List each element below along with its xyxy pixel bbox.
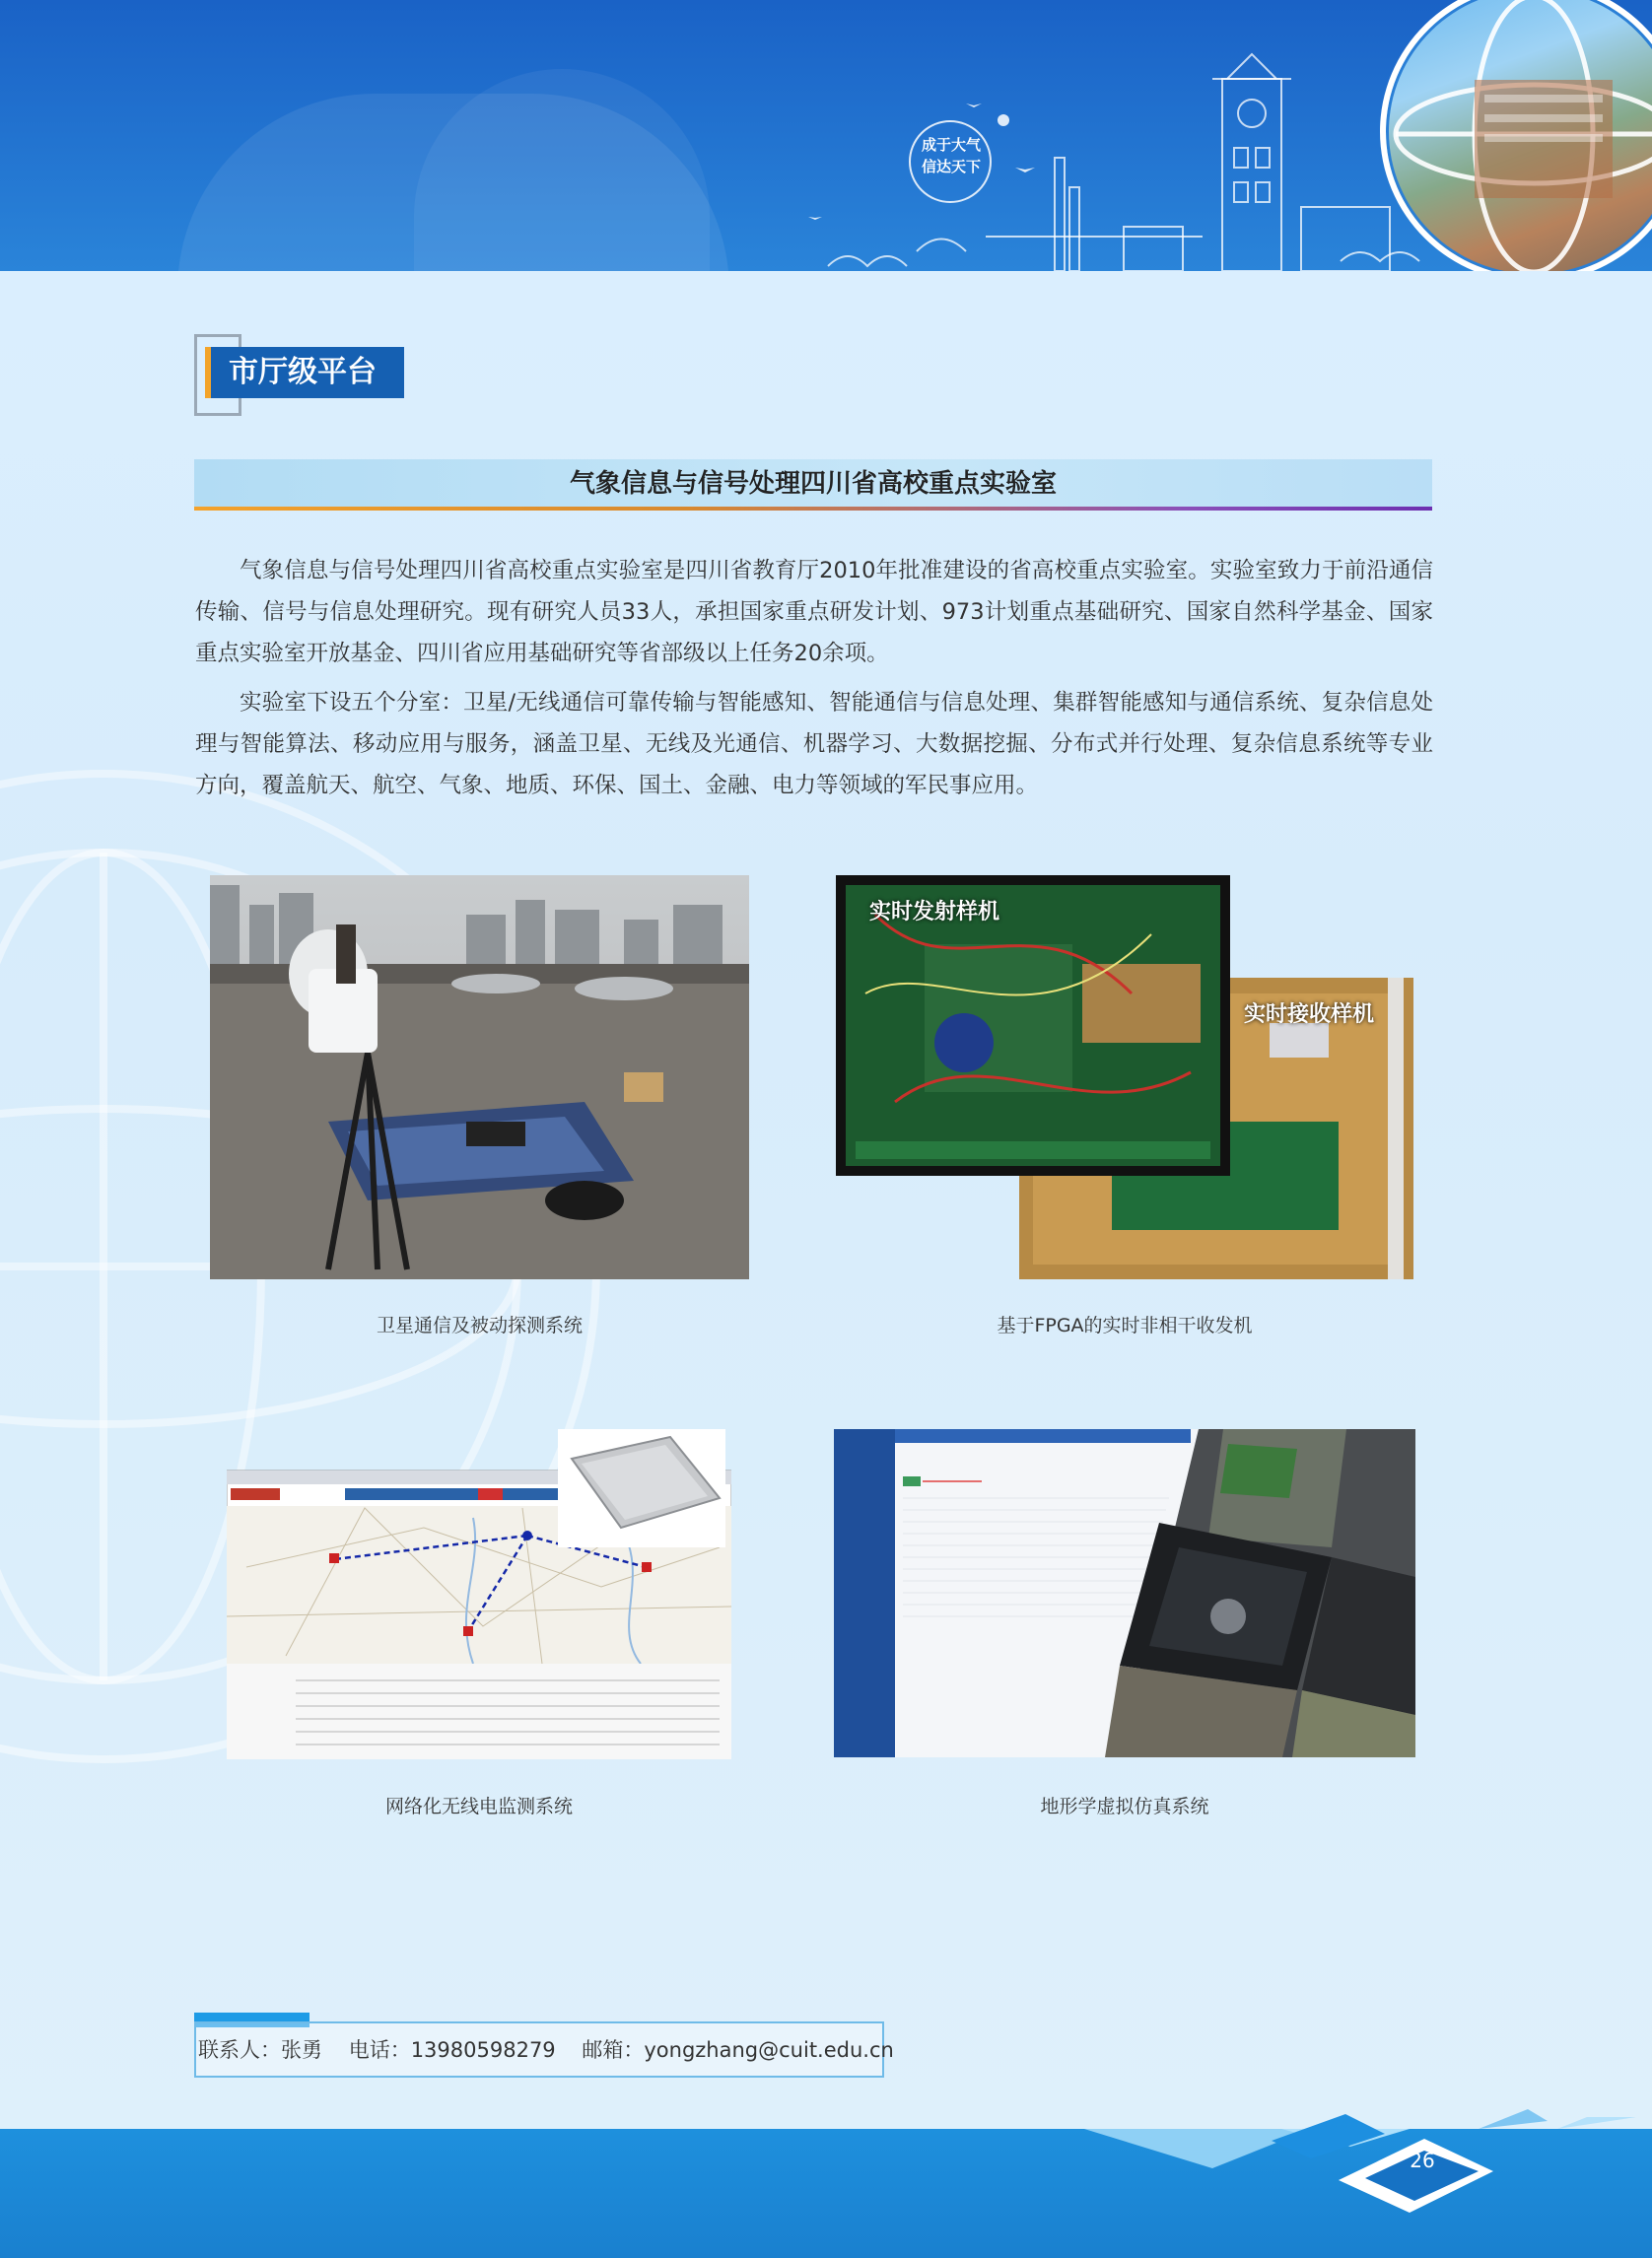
header-banner bbox=[0, 0, 1652, 271]
campus-globe-photo bbox=[1380, 0, 1652, 271]
campus-skyline-illustration bbox=[789, 39, 1429, 271]
transmitter-label: 实时发射样机 bbox=[869, 899, 1000, 924]
page-number: 26 bbox=[1410, 2149, 1435, 2172]
section-tag: 市厅级平台 bbox=[205, 347, 404, 398]
figure-caption: 卫星通信及被动探测系统 bbox=[376, 1315, 583, 1336]
receiver-label: 实时接收样机 bbox=[1244, 1001, 1375, 1027]
fpga-transceiver-photo bbox=[836, 875, 1413, 1279]
globe-grid-icon bbox=[1386, 0, 1652, 271]
figure-caption: 基于FPGA的实时非相干收发机 bbox=[997, 1315, 1253, 1336]
contact-info: 联系人：张勇 电话：13980598279 邮箱：yongzhang@cuit.edu.cn bbox=[198, 2038, 894, 2062]
contact-box bbox=[194, 2021, 894, 2078]
radio-monitoring-screenshot bbox=[227, 1429, 731, 1759]
terrain-simulation-screenshot bbox=[834, 1429, 1415, 1757]
slogan bbox=[917, 134, 986, 177]
footer-diamond-decoration bbox=[1084, 2109, 1636, 2213]
figure-caption: 地形学虚拟仿真系统 bbox=[1040, 1796, 1209, 1817]
slogan-line: 信达天下 bbox=[921, 158, 981, 175]
lab-description bbox=[195, 550, 1433, 814]
slogan-line: 成于大气 bbox=[921, 136, 981, 154]
description-paragraph: 气象信息与信号处理四川省高校重点实验室是四川省教育厅2010年批准建设的省高校重点实验室。实验室致力于前沿通信传输、信号与信息处理研究。现有研究人员33人，承担国家重点研发计划、973计划重点基础研究、国家自然科学基金、国家重点实验室开放基金、四川省应用基础研究等省部级以上任务20余项。 bbox=[195, 558, 1433, 666]
lab-title: 气象信息与信号处理四川省高校重点实验室 bbox=[569, 469, 1057, 499]
description-paragraph: 实验室下设五个分室：卫星/无线通信可靠传输与智能感知、智能通信与信息处理、集群智能感知与通信系统、复杂信息处理与智能算法、移动应用与服务，涵盖卫星、无线及光通信、机器学习、大数据挖掘、分布式并行处理、复杂信息系统等专业方向，覆盖航天、航空、气象、地质、环保、国土、金融、电力等领域的军民事应用。 bbox=[195, 690, 1433, 798]
figure-caption: 网络化无线电监测系统 bbox=[384, 1796, 573, 1817]
satellite-system-photo bbox=[210, 875, 749, 1279]
